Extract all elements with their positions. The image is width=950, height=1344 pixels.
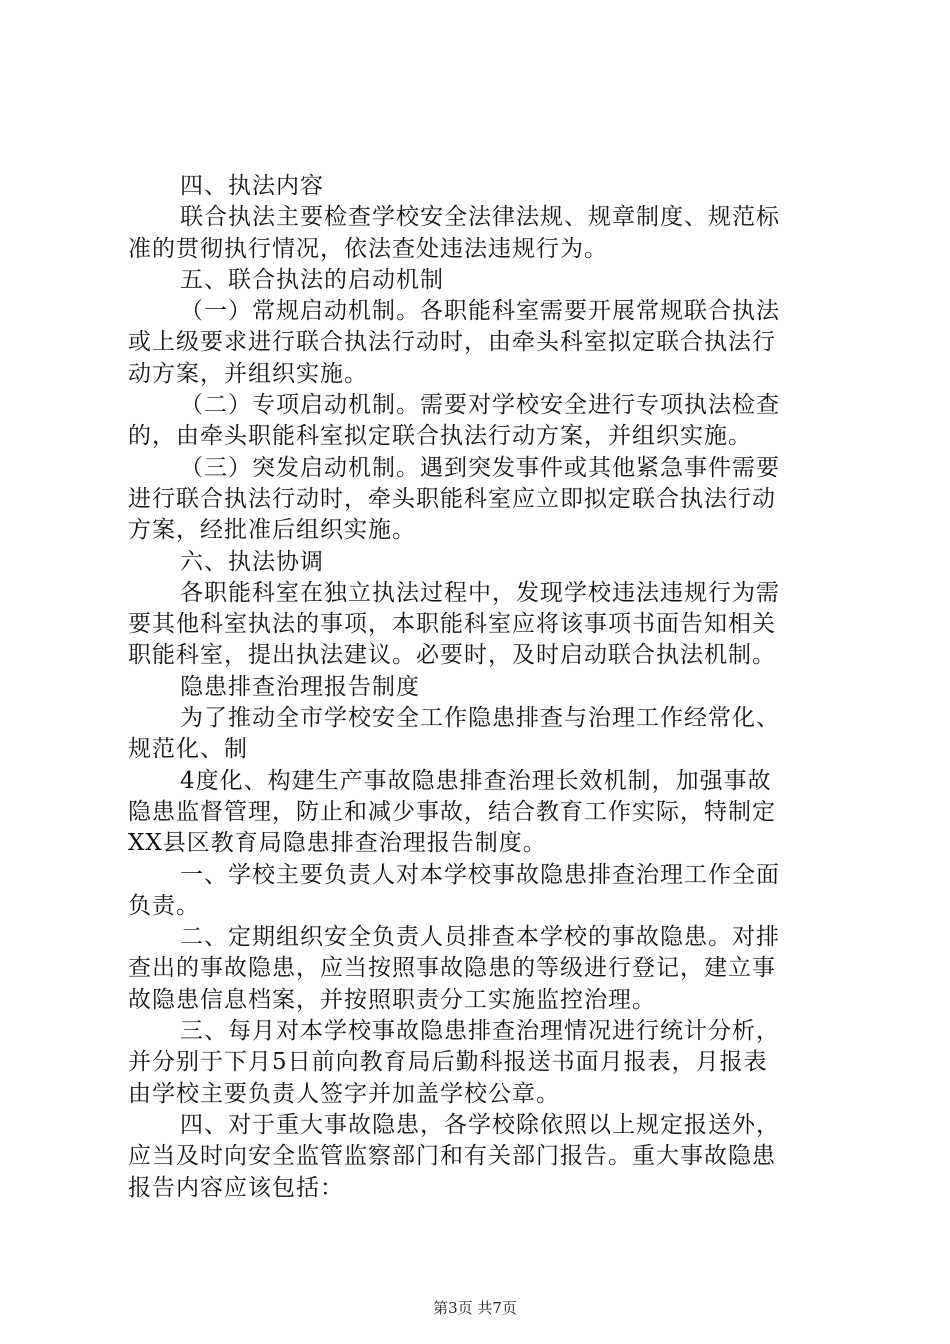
text-line: XX县区教育局隐患排查治理报告制度。	[128, 830, 547, 857]
text-line: 联合执法主要检查学校安全法律法规、规章制度、规范标	[180, 204, 780, 231]
text-line: 故隐患信息档案，并按照职责分工实施监控治理。	[128, 986, 656, 1013]
text-line: 的，由牵头职能科室拟定联合执法行动方案，并组织实施。	[128, 423, 752, 450]
text-line: 4度化、构建生产事故隐患排查治理长效机制，加强事故	[180, 767, 772, 794]
text-line: 六、执法协调	[180, 548, 324, 575]
text-line: 一、学校主要负责人对本学校事故隐患排查治理工作全面	[180, 861, 780, 888]
text-line: 各职能科室在独立执法过程中，发现学校违法违规行为需	[180, 579, 780, 606]
text-line: （二）专项启动机制。需要对学校安全进行专项执法检查	[180, 392, 780, 419]
page-footer: 第3页 共7页	[433, 1299, 517, 1317]
text-line: 应当及时向安全监管监察部门和有关部门报告。重大事故隐患	[128, 1143, 776, 1170]
text-line: 规范化、制	[128, 736, 248, 763]
text-line: 进行联合执法行动时，牵头职能科室应立即拟定联合执法行动	[128, 485, 776, 512]
text-line: 准的贯彻执行情况，依法查处违法违规行为。	[128, 235, 608, 262]
text-line: 并分别于下月5日前向教育局后勤科报送书面月报表，月报表	[128, 1049, 768, 1076]
text-line: 负责。	[128, 892, 200, 919]
text-line: 为了推动全市学校安全工作隐患排查与治理工作经常化、	[180, 705, 780, 732]
document-body	[128, 171, 833, 1204]
text-line: 方案，经批准后组织实施。	[128, 517, 416, 544]
text-line: 由学校主要负责人签字并加盖学校公章。	[128, 1080, 560, 1107]
text-line: 职能科室，提出执法建议。必要时，及时启动联合执法机制。	[128, 642, 776, 669]
text-line: 动方案，并组织实施。	[128, 360, 368, 387]
text-line: （三）突发启动机制。遇到突发事件或其他紧急事件需要	[180, 454, 780, 481]
text-line: 隐患监督管理，防止和减少事故，结合教育工作实际，特制定	[128, 798, 776, 825]
text-line: 四、执法内容	[180, 173, 324, 199]
text-line: 四、对于重大事故隐患，各学校除依照以上规定报送外，	[180, 1111, 780, 1138]
text-line: 三、每月对本学校事故隐患排查治理情况进行统计分析，	[180, 1018, 780, 1045]
text-line: 隐患排查治理报告制度	[180, 673, 420, 700]
text-line: 报告内容应该包括：	[128, 1174, 344, 1201]
text-line: 查出的事故隐患，应当按照事故隐患的等级进行登记，建立事	[128, 955, 776, 982]
text-line: 要其他科室执法的事项，本职能科室应将该事项书面告知相关	[128, 611, 776, 638]
text-line: 或上级要求进行联合执法行动时，由牵头科室拟定联合执法行	[128, 329, 776, 356]
text-line: （一）常规启动机制。各职能科室需要开展常规联合执法	[180, 298, 780, 325]
text-line: 五、联合执法的启动机制	[180, 266, 444, 293]
text-line: 二、定期组织安全负责人员排查本学校的事故隐患。对排	[180, 924, 780, 951]
